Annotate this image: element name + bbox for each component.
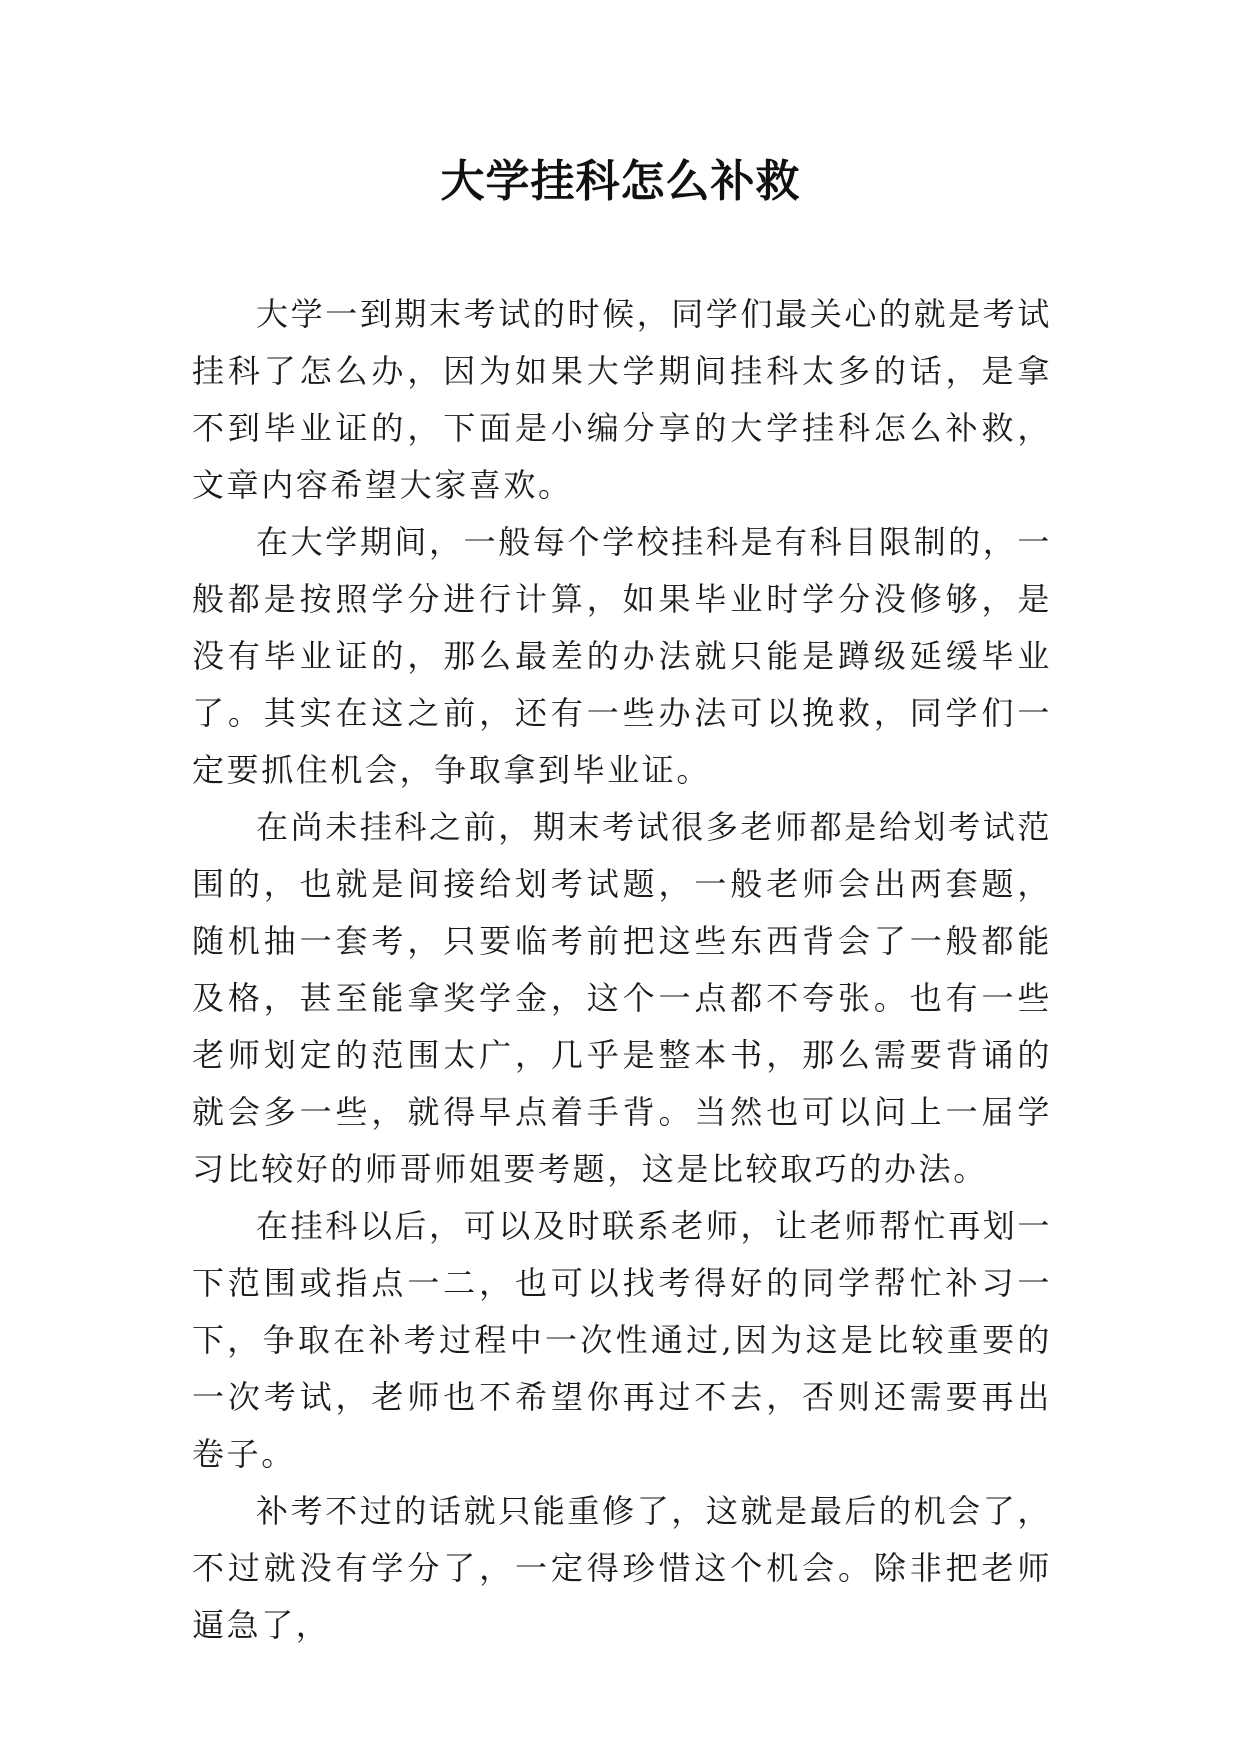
paragraph-3: 在尚未挂科之前，期末考试很多老师都是给划考试范围的，也就是间接给划考试题，一般老师会出两套题，随机抽一套考，只要临考前把这些东西背会了一般都能及格，甚至能拿奖学金，这个一点都不夸张。也有一些老师划定的范围太广，几乎是整本书，那么需要背诵的就会多一些，就得早点着手背。当然也可以问上一届学习比较好的师哥师姐要考题，这是比较取巧的办法。 <box>192 808 1052 1188</box>
paragraph-5: 补考不过的话就只能重修了，这就是最后的机会了，不过就没有学分了，一定得珍惜这个机会。除非把老师逼急了， <box>192 1492 1052 1644</box>
document-body <box>192 286 1052 1654</box>
paragraph-2: 在大学期间，一般每个学校挂科是有科目限制的，一般都是按照学分进行计算，如果毕业时学分没修够，是没有毕业证的，那么最差的办法就只能是蹲级延缓毕业了。其实在这之前，还有一些办法可以挽救，同学们一定要抓住机会，争取拿到毕业证。 <box>192 523 1052 789</box>
paragraph-4: 在挂科以后，可以及时联系老师，让老师帮忙再划一下范围或指点一二，也可以找考得好的同学帮忙补习一下，争取在补考过程中一次性通过,因为这是比较重要的一次考试，老师也不希望你再过不去，否则还需要再出卷子。 <box>192 1207 1052 1473</box>
paragraph-1: 大学一到期末考试的时候，同学们最关心的就是考试挂科了怎么办，因为如果大学期间挂科太多的话，是拿不到毕业证的，下面是小编分享的大学挂科怎么补救，文章内容希望大家喜欢。 <box>192 295 1052 504</box>
document-title: 大学挂科怎么补救 <box>440 156 801 207</box>
